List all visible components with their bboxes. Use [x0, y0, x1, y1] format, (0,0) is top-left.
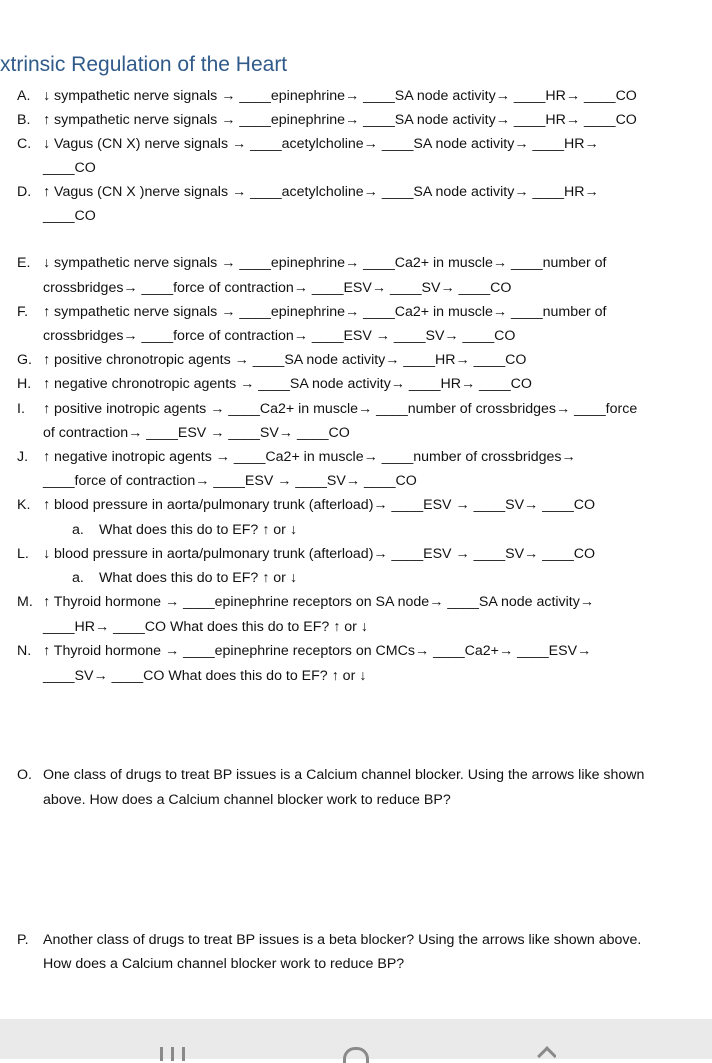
- item-text: of contraction→ ____ESV → ____SV→ ____CO: [43, 425, 350, 441]
- item-text: ↑ sympathetic nerve signals → ____epinephrine→ ____SA node activity→ ____HR→ ____CO: [43, 112, 637, 128]
- worksheet-line: [0, 300, 712, 324]
- item-text: ____force of contraction→ ____ESV → ____SV→ ____CO: [43, 473, 417, 489]
- item-text: One class of drugs to treat BP issues is a Calcium channel blocker. Using the arrows like shown: [43, 767, 645, 783]
- item-text: ↑ Thyroid hormone → ____epinephrine receptors on SA node→ ____SA node activity→: [43, 594, 595, 610]
- item-text: ____HR→ ____CO What does this do to EF? ↑ or ↓: [43, 619, 368, 635]
- worksheet-line: [0, 276, 712, 300]
- worksheet-line: [0, 156, 712, 180]
- worksheet-line: [0, 493, 712, 517]
- worksheet-line: [0, 372, 712, 396]
- item-text: above. How does a Calcium channel blocker work to reduce BP?: [43, 792, 451, 808]
- item-label: M.: [17, 594, 33, 610]
- worksheet-line: [0, 348, 712, 372]
- item-text: Another class of drugs to treat BP issues is a beta blocker? Using the arrows like shown above.: [43, 932, 642, 948]
- worksheet-line: [0, 763, 712, 787]
- worksheet-line: [0, 639, 712, 663]
- item-text: What does this do to EF? ↑ or ↓: [99, 570, 297, 586]
- worksheet-line: [0, 397, 712, 421]
- worksheet-line: [0, 445, 712, 469]
- item-text: ↓ Vagus (CN X) nerve signals → ____acetylcholine→ ____SA node activity→ ____HR→: [43, 136, 599, 152]
- item-label: a.: [72, 522, 84, 538]
- worksheet-line: [0, 928, 712, 952]
- worksheet-line: [0, 469, 712, 493]
- item-text: ____CO: [43, 160, 96, 176]
- item-label: E.: [17, 255, 31, 271]
- worksheet-line: [0, 952, 712, 976]
- item-text: ↑ negative inotropic agents → ____Ca2+ in muscle→ ____number of crossbridges→: [43, 449, 576, 465]
- item-text: ↓ blood pressure in aorta/pulmonary trunk (afterload)→ ____ESV → ____SV→ ____CO: [43, 546, 596, 562]
- item-text: ↑ positive inotropic agents → ____Ca2+ in muscle→ ____number of crossbridges→ ____force: [43, 401, 638, 417]
- worksheet-line: [0, 132, 712, 156]
- worksheet-line: [0, 84, 712, 108]
- item-text: ↓ sympathetic nerve signals → ____epinephrine→ ____Ca2+ in muscle→ ____number of: [43, 255, 607, 271]
- item-label: K.: [17, 497, 31, 513]
- item-label: C.: [17, 136, 32, 152]
- item-text: ____CO: [43, 208, 96, 224]
- worksheet-line: [0, 664, 712, 688]
- item-label: G.: [17, 352, 32, 368]
- worksheet-line: [0, 788, 712, 812]
- item-label: F.: [17, 304, 29, 320]
- worksheet-line: [0, 251, 712, 275]
- item-label: A.: [17, 88, 31, 104]
- worksheet-line: [0, 566, 712, 590]
- item-label: a.: [72, 570, 84, 586]
- worksheet-line: [0, 590, 712, 614]
- item-text: ↑ sympathetic nerve signals → ____epinephrine→ ____Ca2+ in muscle→ ____number of: [43, 304, 607, 320]
- item-label: B.: [17, 112, 31, 128]
- item-label: D.: [17, 184, 32, 200]
- worksheet-line: [0, 542, 712, 566]
- worksheet-line: [0, 324, 712, 348]
- item-label: J.: [17, 449, 29, 465]
- item-text: ↓ sympathetic nerve signals → ____epinephrine→ ____SA node activity→ ____HR→ ____CO: [43, 88, 637, 104]
- home-icon[interactable]: [343, 1047, 369, 1063]
- item-label: N.: [17, 643, 32, 659]
- page-title: xtrinsic Regulation of the Heart: [0, 53, 288, 76]
- item-label: I.: [17, 401, 25, 417]
- item-text: How does a Calcium channel blocker work to reduce BP?: [43, 956, 405, 972]
- item-text: ↑ Vagus (CN X )nerve signals → ____acetylcholine→ ____SA node activity→ ____HR→: [43, 184, 599, 200]
- worksheet-line: [0, 518, 712, 542]
- item-label: O.: [17, 767, 32, 783]
- item-text: ____SV→ ____CO What does this do to EF? ↑ or ↓: [43, 668, 367, 684]
- back-icon[interactable]: [536, 1043, 556, 1059]
- navigation-bar: [0, 1019, 712, 1059]
- item-text: ↑ positive chronotropic agents → ____SA node activity→ ____HR→ ____CO: [43, 352, 527, 368]
- item-text: crossbridges→ ____force of contraction→ ____ESV→ ____SV→ ____CO: [43, 280, 512, 296]
- item-label: H.: [17, 376, 32, 392]
- worksheet-line: [0, 204, 712, 228]
- worksheet-line: [0, 615, 712, 639]
- worksheet-line: [0, 421, 712, 445]
- item-label: L.: [17, 546, 29, 562]
- item-text: What does this do to EF? ↑ or ↓: [99, 522, 297, 538]
- item-text: crossbridges→ ____force of contraction→ ____ESV → ____SV→ ____CO: [43, 328, 516, 344]
- item-label: P.: [17, 932, 29, 948]
- item-text: ↑ blood pressure in aorta/pulmonary trunk (afterload)→ ____ESV → ____SV→ ____CO: [43, 497, 596, 513]
- item-text: ↑ Thyroid hormone → ____epinephrine receptors on CMCs→ ____Ca2+→ ____ESV→: [43, 643, 592, 659]
- worksheet-line: [0, 108, 712, 132]
- item-text: ↑ negative chronotropic agents → ____SA node activity→ ____HR→ ____CO: [43, 376, 532, 392]
- worksheet-line: [0, 180, 712, 204]
